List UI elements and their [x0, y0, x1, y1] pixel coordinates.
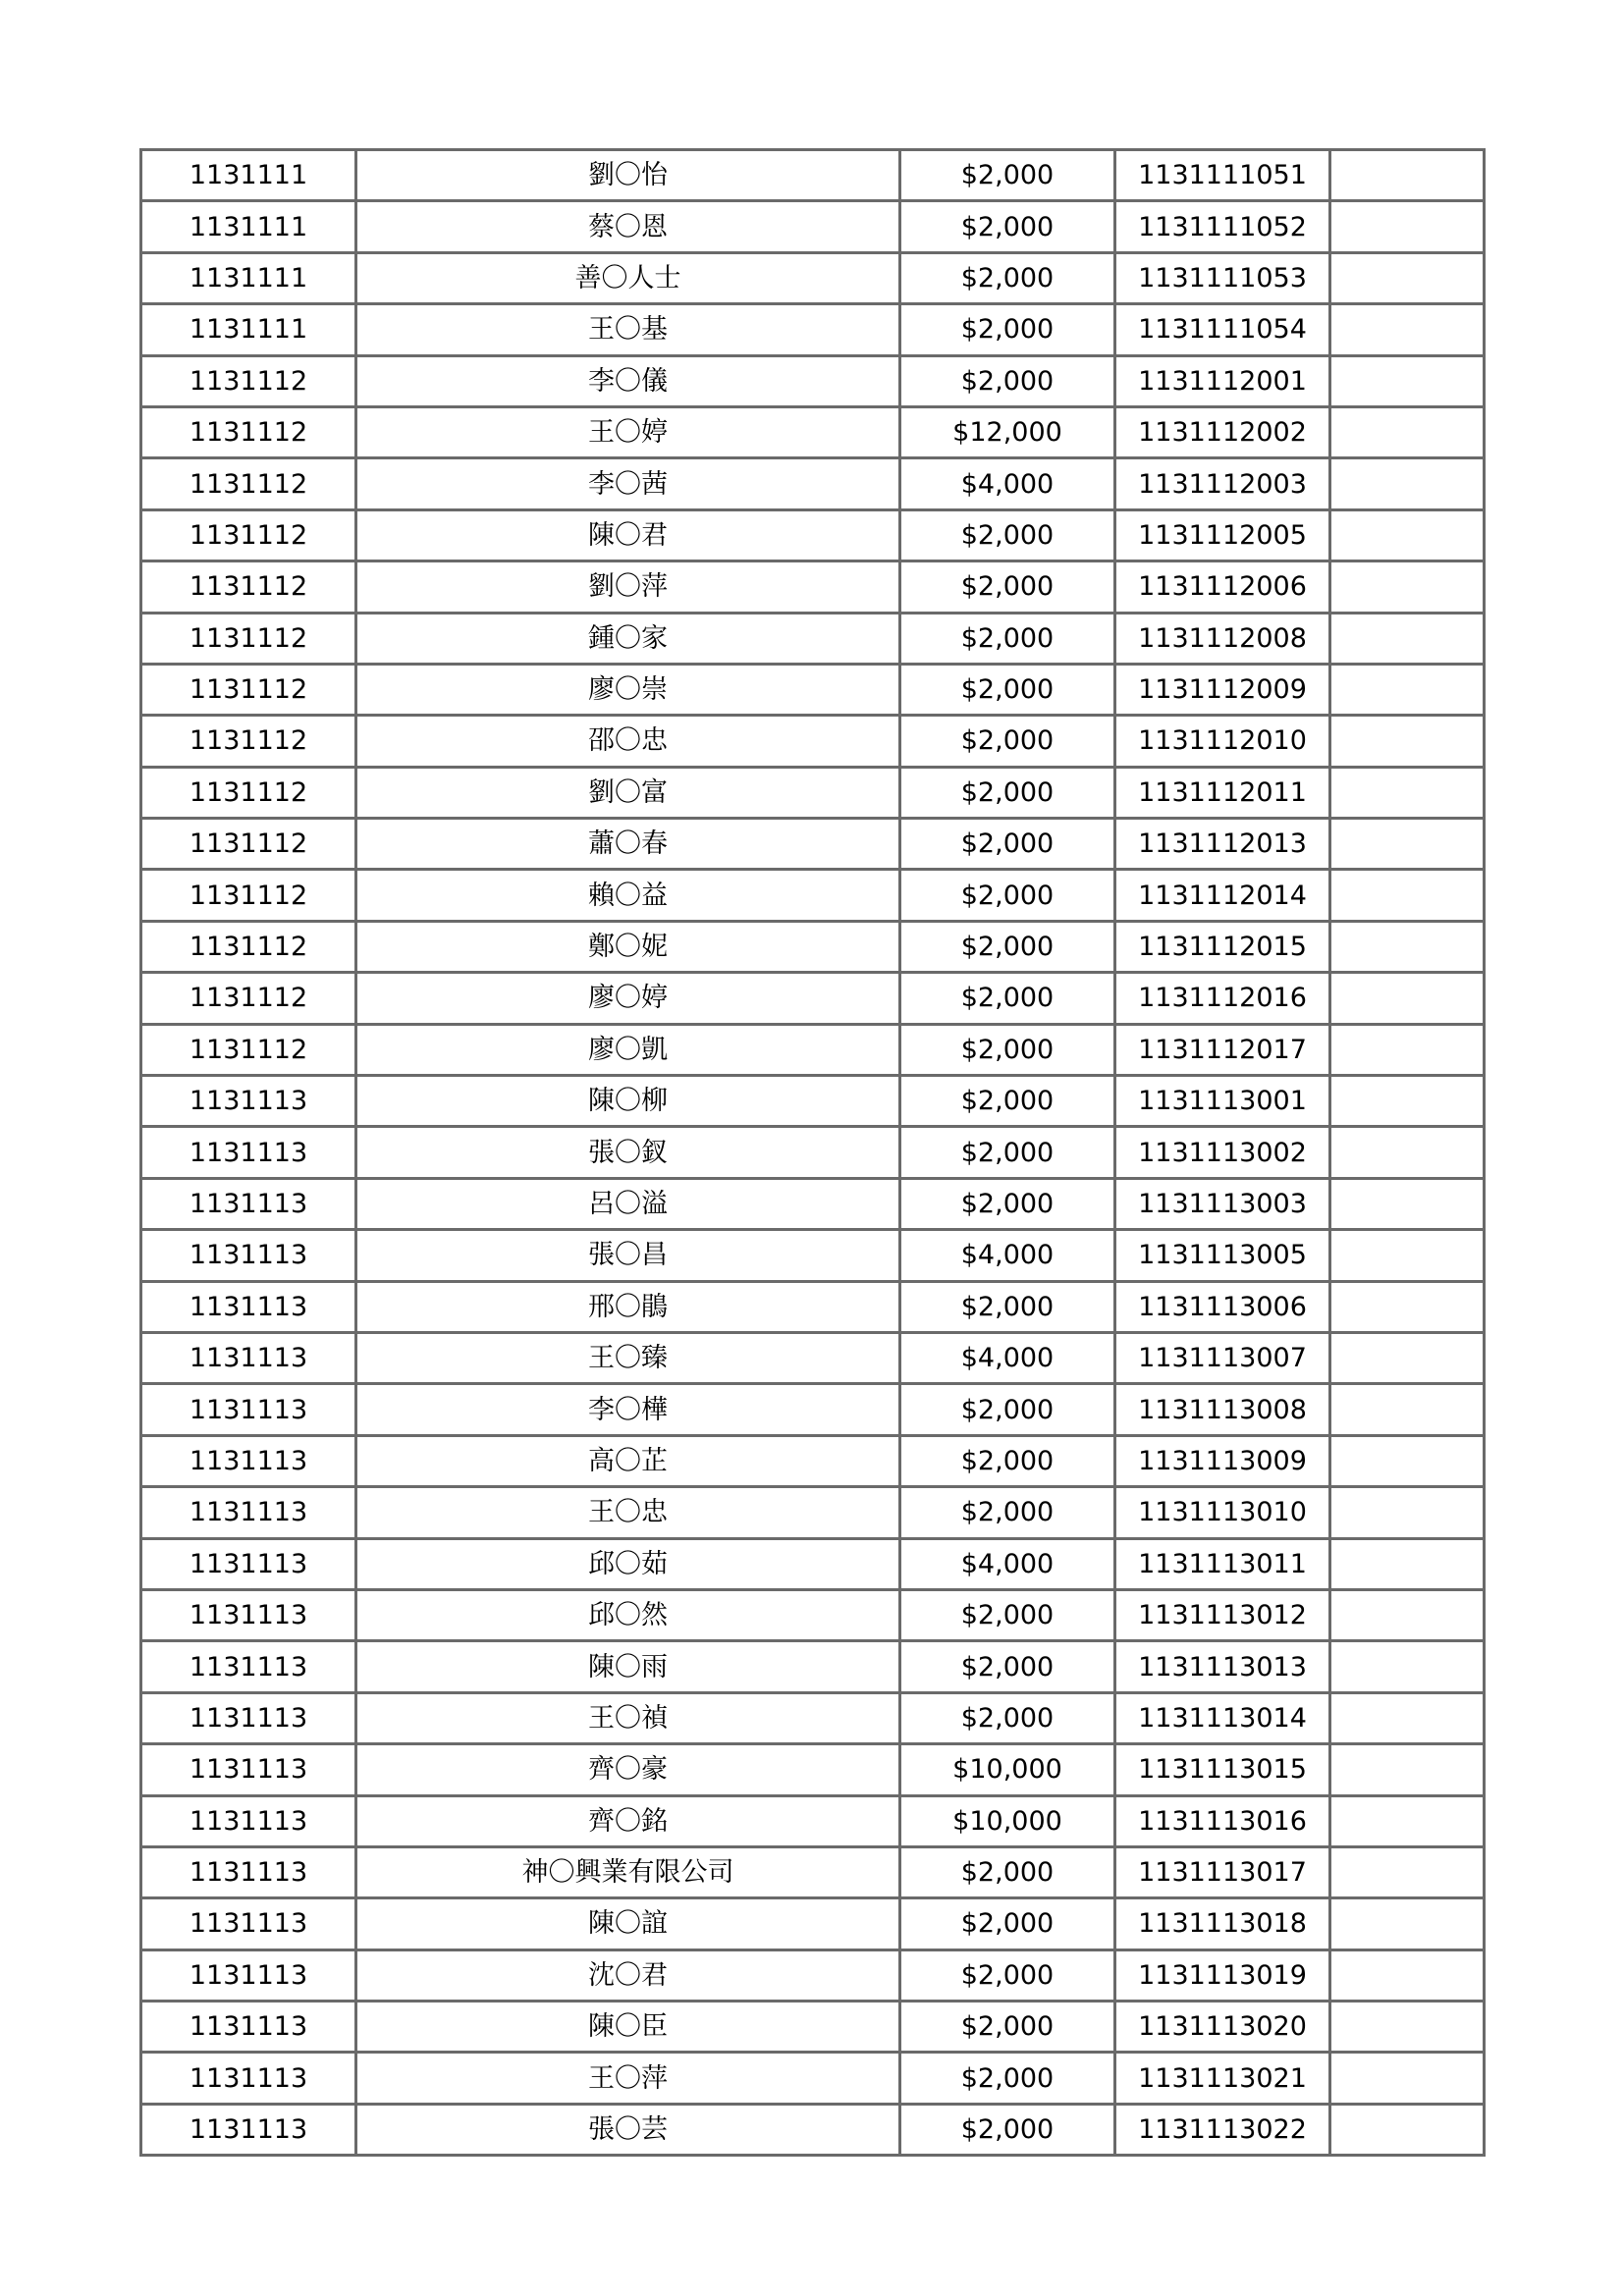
note-cell — [1330, 1692, 1485, 1743]
note-cell — [1330, 716, 1485, 767]
date-cell: 1131112 — [141, 355, 356, 406]
receipt-number-cell: 1131113005 — [1115, 1230, 1330, 1281]
amount-cell: $2,000 — [900, 304, 1115, 355]
receipt-number-cell: 1131113006 — [1115, 1281, 1330, 1332]
donor-name-cell: 廖〇凱 — [356, 1024, 900, 1075]
note-cell — [1330, 1744, 1485, 1795]
note-cell — [1330, 2002, 1485, 2053]
donation-table-body — [141, 150, 1485, 2156]
amount-cell: $4,000 — [900, 1230, 1115, 1281]
receipt-number-cell: 1131113021 — [1115, 2053, 1330, 2104]
donor-name-cell: 王〇婷 — [356, 406, 900, 457]
table-row — [141, 1538, 1485, 1589]
table-row — [141, 252, 1485, 303]
donor-name-cell: 劉〇富 — [356, 767, 900, 818]
note-cell — [1330, 1024, 1485, 1075]
amount-cell: $2,000 — [900, 1178, 1115, 1229]
amount-cell: $2,000 — [900, 1281, 1115, 1332]
donor-name-cell: 廖〇婷 — [356, 973, 900, 1024]
date-cell: 1131112 — [141, 561, 356, 613]
date-cell: 1131113 — [141, 1076, 356, 1127]
note-cell — [1330, 252, 1485, 303]
amount-cell: $2,000 — [900, 1024, 1115, 1075]
note-cell — [1330, 973, 1485, 1024]
donor-name-cell: 沈〇君 — [356, 1949, 900, 2001]
amount-cell: $2,000 — [900, 870, 1115, 921]
receipt-number-cell: 1131112008 — [1115, 613, 1330, 664]
receipt-number-cell: 1131113009 — [1115, 1435, 1330, 1486]
table-row — [141, 1178, 1485, 1229]
date-cell: 1131113 — [141, 1744, 356, 1795]
donor-name-cell: 陳〇誼 — [356, 1898, 900, 1949]
receipt-number-cell: 1131112002 — [1115, 406, 1330, 457]
receipt-number-cell: 1131112017 — [1115, 1024, 1330, 1075]
donor-name-cell: 善〇人士 — [356, 252, 900, 303]
receipt-number-cell: 1131113020 — [1115, 2002, 1330, 2053]
note-cell — [1330, 304, 1485, 355]
donor-name-cell: 鍾〇家 — [356, 613, 900, 664]
table-row — [141, 1641, 1485, 1692]
donor-name-cell: 高〇芷 — [356, 1435, 900, 1486]
table-row — [141, 1898, 1485, 1949]
table-row — [141, 1384, 1485, 1435]
table-row — [141, 1744, 1485, 1795]
donor-name-cell: 賴〇益 — [356, 870, 900, 921]
donation-table — [139, 148, 1486, 2157]
donor-name-cell: 陳〇柳 — [356, 1076, 900, 1127]
donor-name-cell: 蔡〇恩 — [356, 201, 900, 252]
table-row — [141, 201, 1485, 252]
receipt-number-cell: 1131112006 — [1115, 561, 1330, 613]
donor-name-cell: 張〇芸 — [356, 2104, 900, 2155]
receipt-number-cell: 1131112014 — [1115, 870, 1330, 921]
table-row — [141, 561, 1485, 613]
date-cell: 1131112 — [141, 819, 356, 870]
date-cell: 1131113 — [141, 1230, 356, 1281]
table-row — [141, 1281, 1485, 1332]
receipt-number-cell: 1131112001 — [1115, 355, 1330, 406]
note-cell — [1330, 870, 1485, 921]
receipt-number-cell: 1131113013 — [1115, 1641, 1330, 1692]
date-cell: 1131112 — [141, 613, 356, 664]
amount-cell: $2,000 — [900, 1641, 1115, 1692]
table-row — [141, 2104, 1485, 2155]
amount-cell: $2,000 — [900, 201, 1115, 252]
donor-name-cell: 邢〇鵑 — [356, 1281, 900, 1332]
donor-name-cell: 陳〇君 — [356, 509, 900, 561]
donor-name-cell: 邱〇茹 — [356, 1538, 900, 1589]
amount-cell: $2,000 — [900, 1384, 1115, 1435]
date-cell: 1131111 — [141, 304, 356, 355]
amount-cell: $2,000 — [900, 716, 1115, 767]
receipt-number-cell: 1131112016 — [1115, 973, 1330, 1024]
donor-name-cell: 王〇基 — [356, 304, 900, 355]
note-cell — [1330, 664, 1485, 715]
table-row — [141, 1589, 1485, 1640]
table-row — [141, 1230, 1485, 1281]
amount-cell: $2,000 — [900, 355, 1115, 406]
note-cell — [1330, 819, 1485, 870]
donor-name-cell: 李〇茜 — [356, 458, 900, 509]
date-cell: 1131112 — [141, 458, 356, 509]
receipt-number-cell: 1131112011 — [1115, 767, 1330, 818]
receipt-number-cell: 1131111054 — [1115, 304, 1330, 355]
table-row — [141, 664, 1485, 715]
date-cell: 1131112 — [141, 509, 356, 561]
donor-name-cell: 廖〇崇 — [356, 664, 900, 715]
amount-cell: $2,000 — [900, 1487, 1115, 1538]
amount-cell: $2,000 — [900, 252, 1115, 303]
receipt-number-cell: 1131111053 — [1115, 252, 1330, 303]
date-cell: 1131113 — [141, 1692, 356, 1743]
amount-cell: $2,000 — [900, 561, 1115, 613]
date-cell: 1131111 — [141, 150, 356, 201]
note-cell — [1330, 1949, 1485, 2001]
amount-cell: $2,000 — [900, 819, 1115, 870]
amount-cell: $2,000 — [900, 1846, 1115, 1897]
receipt-number-cell: 1131113011 — [1115, 1538, 1330, 1589]
table-row — [141, 1692, 1485, 1743]
table-row — [141, 355, 1485, 406]
receipt-number-cell: 1131112009 — [1115, 664, 1330, 715]
note-cell — [1330, 1589, 1485, 1640]
receipt-number-cell: 1131113019 — [1115, 1949, 1330, 2001]
note-cell — [1330, 1435, 1485, 1486]
table-row — [141, 1024, 1485, 1075]
receipt-number-cell: 1131111052 — [1115, 201, 1330, 252]
donor-name-cell: 齊〇銘 — [356, 1795, 900, 1846]
date-cell: 1131112 — [141, 921, 356, 972]
table-row — [141, 973, 1485, 1024]
date-cell: 1131111 — [141, 201, 356, 252]
donor-name-cell: 邵〇忠 — [356, 716, 900, 767]
table-row — [141, 716, 1485, 767]
note-cell — [1330, 1898, 1485, 1949]
note-cell — [1330, 355, 1485, 406]
note-cell — [1330, 1641, 1485, 1692]
receipt-number-cell: 1131113016 — [1115, 1795, 1330, 1846]
date-cell: 1131112 — [141, 664, 356, 715]
amount-cell: $2,000 — [900, 1076, 1115, 1127]
amount-cell: $4,000 — [900, 458, 1115, 509]
amount-cell: $2,000 — [900, 1127, 1115, 1178]
table-row — [141, 2053, 1485, 2104]
donor-name-cell: 李〇儀 — [356, 355, 900, 406]
amount-cell: $10,000 — [900, 1795, 1115, 1846]
note-cell — [1330, 458, 1485, 509]
amount-cell: $2,000 — [900, 613, 1115, 664]
date-cell: 1131113 — [141, 1178, 356, 1229]
receipt-number-cell: 1131111051 — [1115, 150, 1330, 201]
date-cell: 1131113 — [141, 1332, 356, 1383]
table-row — [141, 1795, 1485, 1846]
note-cell — [1330, 1076, 1485, 1127]
note-cell — [1330, 1795, 1485, 1846]
date-cell: 1131111 — [141, 252, 356, 303]
note-cell — [1330, 406, 1485, 457]
date-cell: 1131113 — [141, 1384, 356, 1435]
date-cell: 1131113 — [141, 2104, 356, 2155]
receipt-number-cell: 1131112005 — [1115, 509, 1330, 561]
note-cell — [1330, 150, 1485, 201]
amount-cell: $10,000 — [900, 1744, 1115, 1795]
date-cell: 1131113 — [141, 1281, 356, 1332]
date-cell: 1131113 — [141, 1589, 356, 1640]
table-row — [141, 458, 1485, 509]
table-row — [141, 1949, 1485, 2001]
amount-cell: $2,000 — [900, 973, 1115, 1024]
table-row — [141, 1076, 1485, 1127]
receipt-number-cell: 1131113014 — [1115, 1692, 1330, 1743]
donor-name-cell: 張〇釵 — [356, 1127, 900, 1178]
note-cell — [1330, 2053, 1485, 2104]
amount-cell: $2,000 — [900, 150, 1115, 201]
date-cell: 1131112 — [141, 870, 356, 921]
amount-cell: $2,000 — [900, 664, 1115, 715]
date-cell: 1131113 — [141, 1846, 356, 1897]
receipt-number-cell: 1131113017 — [1115, 1846, 1330, 1897]
note-cell — [1330, 1846, 1485, 1897]
note-cell — [1330, 1281, 1485, 1332]
date-cell: 1131113 — [141, 2053, 356, 2104]
amount-cell: $2,000 — [900, 1435, 1115, 1486]
table-row — [141, 1332, 1485, 1383]
note-cell — [1330, 2104, 1485, 2155]
receipt-number-cell: 1131113010 — [1115, 1487, 1330, 1538]
date-cell: 1131113 — [141, 1641, 356, 1692]
amount-cell: $2,000 — [900, 767, 1115, 818]
note-cell — [1330, 1487, 1485, 1538]
receipt-number-cell: 1131112003 — [1115, 458, 1330, 509]
table-row — [141, 819, 1485, 870]
donor-name-cell: 王〇萍 — [356, 2053, 900, 2104]
note-cell — [1330, 767, 1485, 818]
note-cell — [1330, 561, 1485, 613]
table-row — [141, 2002, 1485, 2053]
date-cell: 1131112 — [141, 973, 356, 1024]
receipt-number-cell: 1131113015 — [1115, 1744, 1330, 1795]
donor-name-cell: 齊〇豪 — [356, 1744, 900, 1795]
date-cell: 1131113 — [141, 1795, 356, 1846]
amount-cell: $2,000 — [900, 1898, 1115, 1949]
donor-name-cell: 王〇忠 — [356, 1487, 900, 1538]
receipt-number-cell: 1131113022 — [1115, 2104, 1330, 2155]
donor-name-cell: 呂〇溢 — [356, 1178, 900, 1229]
date-cell: 1131113 — [141, 1949, 356, 2001]
donor-name-cell: 邱〇然 — [356, 1589, 900, 1640]
note-cell — [1330, 1332, 1485, 1383]
table-row — [141, 150, 1485, 201]
donor-name-cell: 鄭〇妮 — [356, 921, 900, 972]
table-row — [141, 1487, 1485, 1538]
date-cell: 1131112 — [141, 1024, 356, 1075]
amount-cell: $2,000 — [900, 2053, 1115, 2104]
note-cell — [1330, 1538, 1485, 1589]
amount-cell: $12,000 — [900, 406, 1115, 457]
receipt-number-cell: 1131112010 — [1115, 716, 1330, 767]
donor-name-cell: 王〇臻 — [356, 1332, 900, 1383]
table-row — [141, 613, 1485, 664]
date-cell: 1131113 — [141, 1898, 356, 1949]
note-cell — [1330, 921, 1485, 972]
table-row — [141, 1846, 1485, 1897]
table-row — [141, 767, 1485, 818]
amount-cell: $2,000 — [900, 1692, 1115, 1743]
note-cell — [1330, 1230, 1485, 1281]
table-row — [141, 1127, 1485, 1178]
amount-cell: $2,000 — [900, 509, 1115, 561]
donor-name-cell: 張〇昌 — [356, 1230, 900, 1281]
table-row — [141, 921, 1485, 972]
note-cell — [1330, 1127, 1485, 1178]
receipt-number-cell: 1131112013 — [1115, 819, 1330, 870]
donor-name-cell: 蕭〇春 — [356, 819, 900, 870]
date-cell: 1131113 — [141, 1435, 356, 1486]
receipt-number-cell: 1131113012 — [1115, 1589, 1330, 1640]
date-cell: 1131112 — [141, 767, 356, 818]
receipt-number-cell: 1131113007 — [1115, 1332, 1330, 1383]
amount-cell: $4,000 — [900, 1332, 1115, 1383]
amount-cell: $2,000 — [900, 2002, 1115, 2053]
donor-name-cell: 劉〇萍 — [356, 561, 900, 613]
receipt-number-cell: 1131113001 — [1115, 1076, 1330, 1127]
donor-name-cell: 神〇興業有限公司 — [356, 1846, 900, 1897]
table-row — [141, 509, 1485, 561]
receipt-number-cell: 1131113018 — [1115, 1898, 1330, 1949]
receipt-number-cell: 1131113008 — [1115, 1384, 1330, 1435]
receipt-number-cell: 1131112015 — [1115, 921, 1330, 972]
date-cell: 1131113 — [141, 2002, 356, 2053]
table-row — [141, 870, 1485, 921]
receipt-number-cell: 1131113002 — [1115, 1127, 1330, 1178]
table-row — [141, 304, 1485, 355]
donor-name-cell: 李〇樺 — [356, 1384, 900, 1435]
note-cell — [1330, 1178, 1485, 1229]
note-cell — [1330, 509, 1485, 561]
date-cell: 1131112 — [141, 406, 356, 457]
date-cell: 1131113 — [141, 1538, 356, 1589]
donor-name-cell: 陳〇雨 — [356, 1641, 900, 1692]
donor-name-cell: 劉〇怡 — [356, 150, 900, 201]
amount-cell: $2,000 — [900, 1949, 1115, 2001]
note-cell — [1330, 201, 1485, 252]
date-cell: 1131113 — [141, 1127, 356, 1178]
receipt-number-cell: 1131113003 — [1115, 1178, 1330, 1229]
table-row — [141, 406, 1485, 457]
table-row — [141, 1435, 1485, 1486]
donor-name-cell: 王〇禎 — [356, 1692, 900, 1743]
date-cell: 1131113 — [141, 1487, 356, 1538]
note-cell — [1330, 1384, 1485, 1435]
date-cell: 1131112 — [141, 716, 356, 767]
amount-cell: $2,000 — [900, 1589, 1115, 1640]
amount-cell: $2,000 — [900, 2104, 1115, 2155]
donor-name-cell: 陳〇臣 — [356, 2002, 900, 2053]
note-cell — [1330, 613, 1485, 664]
amount-cell: $2,000 — [900, 921, 1115, 972]
amount-cell: $4,000 — [900, 1538, 1115, 1589]
